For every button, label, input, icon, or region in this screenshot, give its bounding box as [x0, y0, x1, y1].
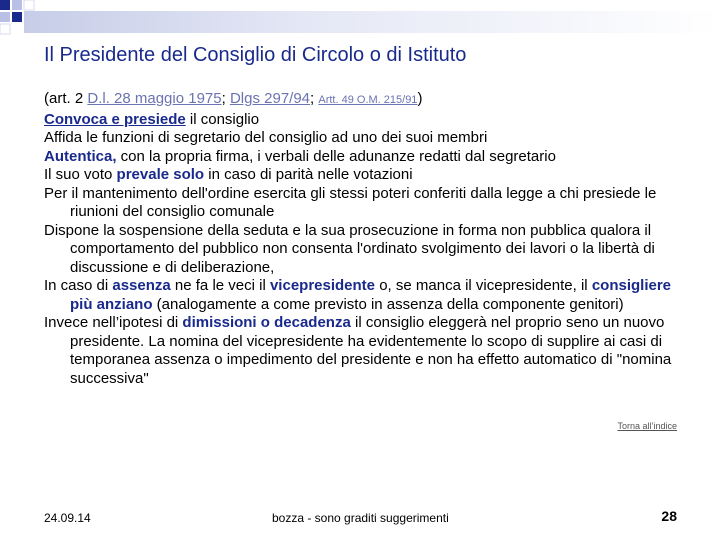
page-number: 28 — [661, 508, 677, 524]
item-text: o, se manca il vicepresidente, il — [375, 277, 592, 294]
slide-content — [44, 90, 694, 388]
item-text: il consiglio eleggerà nel proprio seno un nuovo presidente. La nomina del vicepresidente ha evidentemente lo scopo di supplire ai casi di temporanea assenza o impedimento del presidente e non ha effetto automatico di "nomina successiva" — [70, 314, 672, 387]
reference-close: ) — [417, 90, 423, 107]
list-item — [44, 166, 694, 185]
footer-date: 24.09.14 — [44, 511, 91, 525]
reference-open: (art. 2 — [44, 90, 88, 107]
list-item — [44, 111, 694, 130]
footer-note: bozza - sono graditi suggerimenti — [272, 511, 449, 525]
emphasis-assenza: assenza — [112, 277, 171, 294]
emphasis-vicepresidente: vicepresidente — [269, 277, 376, 294]
item-text: il consiglio — [185, 110, 260, 128]
list-item — [44, 148, 694, 167]
item-text: in caso di parità nelle votazioni — [204, 166, 413, 183]
emphasis-convoca: Convoca e presiede — [44, 110, 186, 128]
emphasis-prevale: prevale solo — [116, 166, 205, 183]
item-text: Invece nell’ipotesi di — [44, 314, 183, 331]
item-text: Per il mantenimento dell'ordine esercita gli stessi poteri conferiti dalla legge a chi presiede le riunioni del consiglio comunale — [44, 184, 657, 220]
reference-link-dl-1975[interactable]: D.l. 28 maggio 1975 — [87, 90, 222, 107]
list-item — [44, 222, 694, 278]
item-text: con la propria firma, i verbali delle adunanze redatti dal segretario — [116, 147, 556, 165]
reference-link-om-215[interactable]: Artt. 49 O.M. 215/91 — [318, 94, 418, 106]
list-item — [44, 185, 694, 222]
item-text: Dispone la sospensione della seduta e la sua prosecuzione in forma non pubblica qualora il comportamento del pubblico non consenta l'ordinato svolgimento dei lavori o la libertà di discussione e di deliberazione, — [44, 221, 655, 276]
reference-separator-2: ; — [310, 90, 319, 107]
emphasis-autentica: Autentica, — [44, 147, 117, 165]
back-to-index-link[interactable]: Torna all’indice — [617, 421, 677, 431]
item-text: Il suo voto — [44, 166, 117, 183]
emphasis-consigliere: consigliere più anziano — [70, 277, 672, 313]
item-text: ne fa le veci il — [170, 277, 270, 294]
reference-line — [44, 90, 694, 110]
list-item — [44, 314, 694, 388]
reference-separator-1: ; — [221, 90, 230, 107]
emphasis-dimissioni: dimissioni o decadenza — [182, 314, 351, 331]
slide-title: Il Presidente del Consiglio di Circolo o di Istituto — [44, 44, 467, 66]
item-text: In caso di — [44, 277, 113, 294]
top-gradient-bar — [24, 11, 720, 33]
reference-link-dlgs-297[interactable]: Dlgs 297/94 — [229, 90, 311, 107]
item-text: Affida le funzioni di segretario del consiglio ad uno dei suoi membri — [44, 129, 488, 146]
item-text: (analogamente a come previsto in assenza della componente genitori) — [152, 295, 624, 313]
list-item — [44, 129, 694, 148]
list-item — [44, 277, 694, 314]
